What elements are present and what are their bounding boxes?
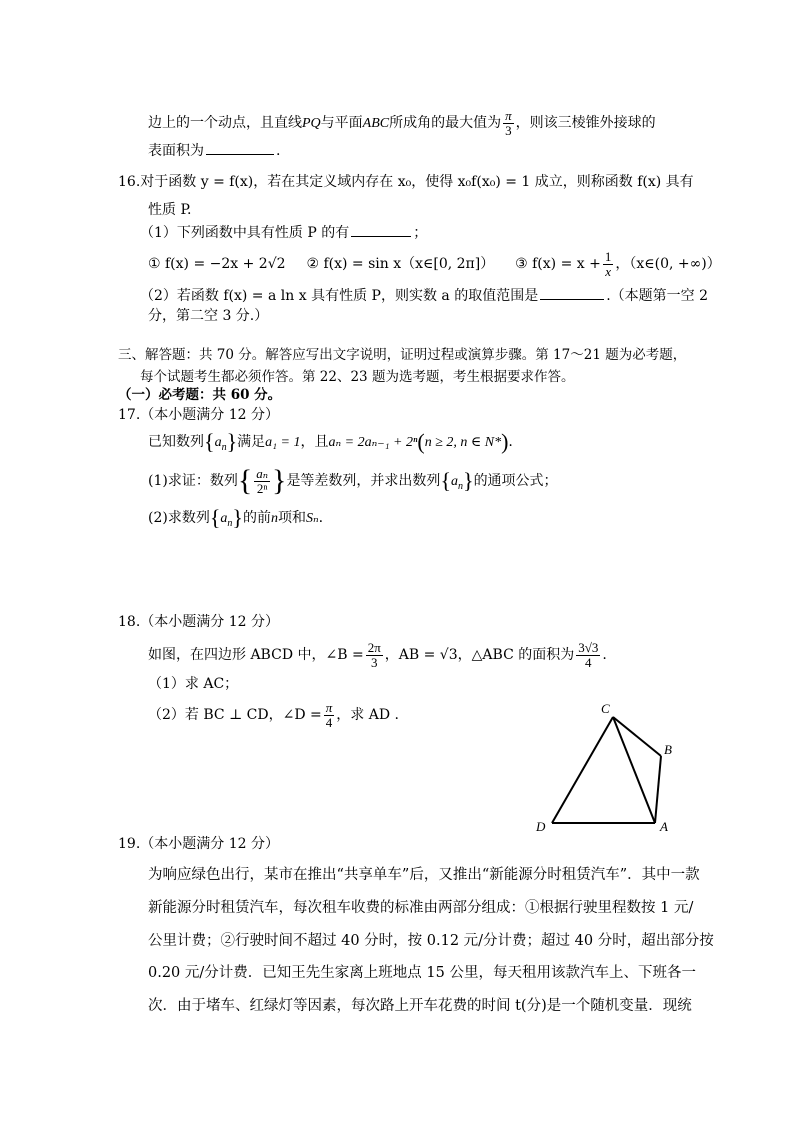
section3-line2: 每个试题考生都必须作答。第 22、23 题为选考题，考生根据要求作答。 <box>140 369 575 385</box>
q15-text-2: 与平面 <box>320 115 363 131</box>
edge-BA <box>655 756 661 823</box>
q16-frac-1-over-x: $\frac{1}{x}$ <box>604 248 612 279</box>
label-D: D <box>536 819 546 834</box>
answer-blank[interactable] <box>206 140 274 155</box>
q17-n: n <box>270 511 278 526</box>
q16-part1 <box>140 222 427 243</box>
q16-option-1: ① f(x) = −2x + 2√2 <box>148 256 286 272</box>
label-B: B <box>664 742 672 757</box>
q16-part1-text: （1）下列函数中具有性质 P 的有 <box>140 225 350 241</box>
q17-initial: a₁ = 1 <box>265 435 301 450</box>
q18-frac-2pi-3: $\frac{2\pi}{3}$ <box>367 639 381 670</box>
q19-line2: 新能源分时租赁汽车，每次租车收费的标准由两部分组成：①根据行驶里程数按 1 元/ <box>148 900 694 916</box>
answer-blank[interactable] <box>351 222 411 237</box>
q16-option-3-domain: ，（x∈(0, +∞)） <box>615 256 721 272</box>
q18-frac-pi-4: $\frac{\pi}{4}$ <box>325 699 333 730</box>
q16-line1: 16.对于函数 y = f(x)，若在其定义域内存在 x₀，使得 x₀f(x₀) = 1 成立，则称函数 f(x) 具有 <box>118 174 694 190</box>
q17-part1: (1)求证：数列{ $\frac{\text{aₙ}}{\text{2ⁿ}}$ }是等差数列，并求出数列$\{a_n\}$的通项公式； <box>148 464 558 497</box>
q17-p2-text: (2)求数列 <box>148 510 210 526</box>
q15-text-5: 表面积为 <box>148 143 204 159</box>
q17-p1-text: (1)求证：数列 <box>148 473 238 489</box>
q16-option-2: ② f(x) = sin x（x∈[0, 2π]） <box>306 256 495 272</box>
q18-text2: ，AB = √3，△ABC 的面积为 <box>384 647 575 663</box>
q15-text-4: ，则该三棱锥外接球的 <box>515 115 656 131</box>
q19-line1: 为响应绿色出行，某市在推出“共享单车”后，又推出“新能源分时租赁汽车”．其中一款 <box>148 867 700 883</box>
q16-part1-end: ； <box>413 225 428 241</box>
label-A: A <box>660 819 668 834</box>
q17-p2-mid: 的前 <box>242 510 271 526</box>
q16-line2: 性质 P. <box>148 202 192 218</box>
q16-part2-end: .（本题第一空 2 <box>606 288 709 304</box>
q15-line2 <box>148 140 280 161</box>
q17-p2-end: . <box>318 510 324 526</box>
q18-heading: 18.（本小题满分 12 分） <box>118 614 279 630</box>
q16-options <box>148 247 721 281</box>
answer-blank[interactable] <box>540 285 604 300</box>
quadrilateral-figure <box>530 698 680 838</box>
q17-heading: 17.（本小题满分 12 分） <box>118 407 279 423</box>
q16-part2-text: （2）若函数 f(x) = a ln x 具有性质 P，则实数 a 的取值范围是 <box>140 288 539 304</box>
q18-p2-text: （2）若 BC ⊥ CD，∠D = <box>148 707 322 723</box>
q17-text2: 满足 <box>237 434 266 450</box>
q19-line3: 公里计费；②行驶时间不超过 40 分时，按 0.12 元/分计费；超过 40 分时，超出部分按 <box>148 933 714 949</box>
q17-part2: (2)求数列$\{a_n\}$的前n项和Sₙ. <box>148 505 324 530</box>
q19-line4: 0.20 元/分计费．已知王先生家离上班地点 15 公里，每天租用该款汽车上、下班各一 <box>148 965 696 981</box>
q17-p2-mid2: 项和 <box>277 510 306 526</box>
q18-part2 <box>148 698 399 732</box>
q17-text3: ，且 <box>300 434 329 450</box>
q17-p1-end: 的通项公式； <box>473 473 558 489</box>
q16-option-3: ③ f(x) = x + <box>515 256 601 272</box>
q18-line1 <box>148 636 607 674</box>
q15-pq: PQ <box>302 116 321 131</box>
q17-dot: . <box>508 434 513 450</box>
q15-text-3: 所成角的最大值为 <box>389 115 502 131</box>
q18-dot: . <box>602 647 607 663</box>
edge-DC <box>552 717 613 823</box>
q18-text: 如图，在四边形 ABCD 中，∠B = <box>148 647 364 663</box>
q17-an: a <box>214 435 222 450</box>
q15-abc: ABC <box>362 116 390 131</box>
q17-condition: n ≥ 2, n ∈ N* <box>424 435 502 450</box>
q18-part1: （1）求 AC； <box>148 676 239 692</box>
q15-line1 <box>148 106 656 140</box>
q17-recurrence: aₙ = 2aₙ₋₁ + 2ⁿ <box>328 435 418 450</box>
q15-text-1: 边上的一个动点，且直线 <box>148 115 302 131</box>
q18-p2-end: ，求 AD . <box>336 707 399 723</box>
section3-line1: 三、解答题：共 70 分。解答应写出文字说明，证明过程或演算步骤。第 17～21 题为必考题， <box>118 347 687 363</box>
q16-part2 <box>140 285 708 306</box>
q17-line1: 已知数列$\{a_n\}$满足a₁ = 1，且aₙ = 2aₙ₋₁ + 2ⁿ(n ≥ 2, n ∈ N*). <box>148 429 513 454</box>
q15-pi-over-3: $\frac{\pi}{3}$ <box>505 107 512 138</box>
q17-frac-an-2n: $\frac{\text{aₙ}}{\text{2ⁿ}}$ <box>256 465 269 496</box>
q18-frac-area: $\frac{3√3}{4}$ <box>578 639 599 670</box>
section3-line3: （一）必考题：共 60 分。 <box>118 387 282 403</box>
q19-line5: 次．由于堵车、红绿灯等因素，每次路上开车花费的时间 t(分)是一个随机变量．现统 <box>148 998 692 1014</box>
q17-p1-mid: 是等差数列，并求出数列 <box>286 473 441 489</box>
q19-heading: 19.（本小题满分 12 分） <box>118 836 279 852</box>
q15-period: . <box>276 143 281 159</box>
q17-sn: Sₙ <box>305 511 319 526</box>
q17-text: 已知数列 <box>148 434 204 450</box>
q16-part2-line2: 分，第二空 3 分.） <box>148 308 269 324</box>
label-C: C <box>601 701 610 716</box>
